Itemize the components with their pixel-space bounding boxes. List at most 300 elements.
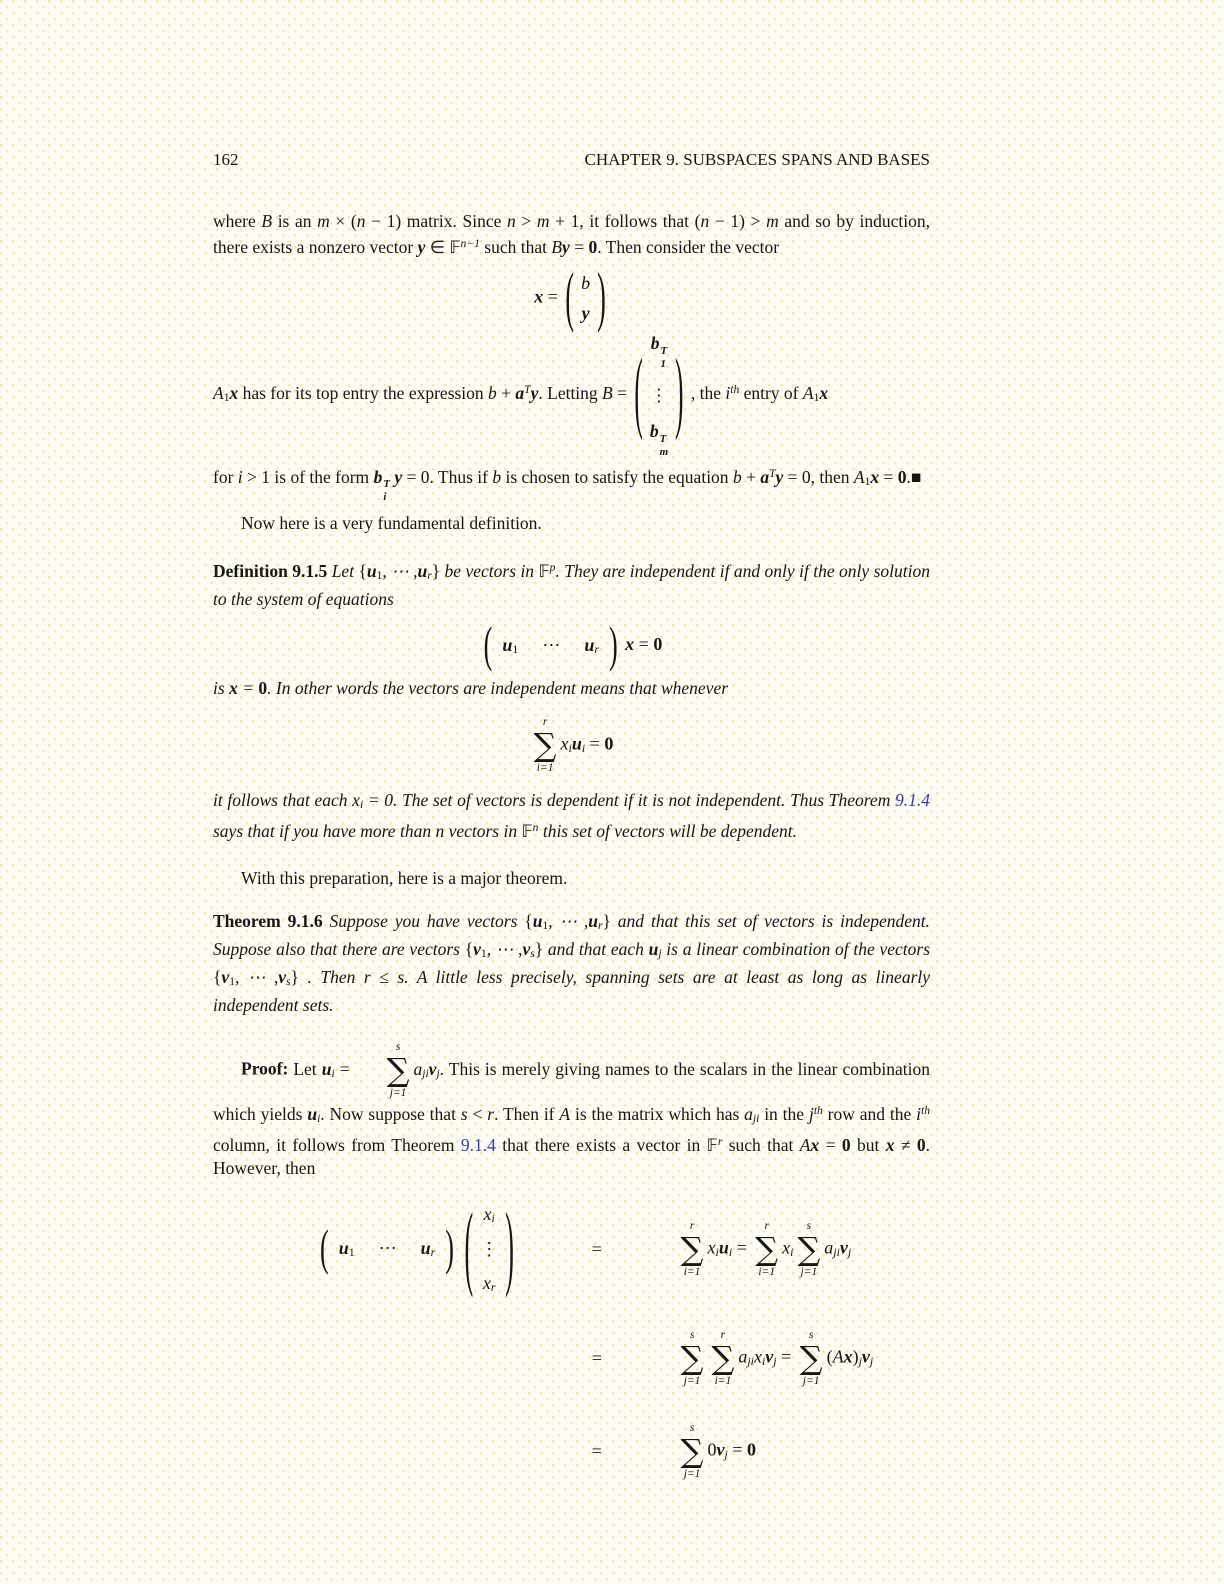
column-vector-x bbox=[464, 1195, 514, 1300]
text-run: = bbox=[819, 1134, 842, 1155]
text-run: where bbox=[213, 211, 262, 231]
text-run: it follows that each bbox=[213, 790, 353, 811]
text-run: > 1 is of the form bbox=[242, 466, 374, 487]
text-run: m bbox=[766, 211, 779, 231]
text-run: . Letting bbox=[538, 383, 603, 404]
text-run: 0 bbox=[916, 1134, 926, 1155]
text-run: u bbox=[417, 560, 428, 581]
text-run: i bbox=[715, 1244, 719, 1259]
page-header bbox=[213, 150, 930, 170]
text-run: Proof: bbox=[241, 1058, 289, 1079]
text-run: x bbox=[483, 1203, 492, 1224]
text-run: r bbox=[598, 920, 603, 933]
text-run: . They are independent if and only if the only solution to the system of equations bbox=[213, 560, 930, 609]
equals-sign: = bbox=[591, 1348, 602, 1369]
right-paren: ) bbox=[675, 342, 684, 444]
text-run: i bbox=[237, 466, 243, 487]
equals-sign: = bbox=[591, 1239, 602, 1260]
page-content bbox=[213, 150, 930, 1481]
vector-entry bbox=[502, 635, 518, 657]
text-run: ji bbox=[747, 1353, 754, 1368]
text-run: , ⋯ , bbox=[234, 967, 279, 988]
text-run: + bbox=[496, 383, 516, 404]
text-run: y bbox=[581, 302, 590, 323]
sum-operator: s ∑ j=1 bbox=[680, 1329, 704, 1387]
text-run: u bbox=[338, 1238, 349, 1259]
right-paren: ) bbox=[445, 1220, 454, 1277]
proof-body bbox=[213, 1041, 931, 1178]
proof-paragraph bbox=[213, 1041, 930, 1180]
text-run: T m bbox=[659, 432, 669, 458]
text-run: u bbox=[502, 634, 513, 655]
text-run: 𝔽 bbox=[449, 237, 461, 257]
text-run: x bbox=[352, 790, 360, 811]
text-run: v bbox=[765, 1346, 774, 1367]
paragraph-matrix-B bbox=[213, 332, 930, 459]
text-run: . Then bbox=[307, 967, 364, 988]
text-run: r bbox=[427, 570, 432, 582]
text-run: j bbox=[847, 1244, 852, 1259]
text-run: ( bbox=[826, 1346, 833, 1367]
text-run: is bbox=[213, 678, 230, 699]
matrix-B bbox=[634, 332, 683, 459]
text-run: A bbox=[832, 1346, 844, 1367]
text-run: B bbox=[602, 383, 613, 404]
text-run: column, it follows from Theorem bbox=[213, 1134, 461, 1155]
text-before-matrix bbox=[213, 383, 627, 403]
text-run: x bbox=[753, 1346, 762, 1367]
text-run: = bbox=[776, 1346, 796, 1367]
text-run: is the matrix which has bbox=[570, 1104, 745, 1125]
vector-entry bbox=[581, 273, 590, 294]
text-run: v bbox=[428, 1058, 437, 1079]
text-run: m bbox=[536, 211, 550, 231]
text-run: x bbox=[782, 1237, 791, 1258]
text-run: v bbox=[473, 939, 481, 960]
text-run: = bbox=[334, 1058, 355, 1079]
text-run: B bbox=[261, 211, 273, 231]
text-run: j bbox=[773, 1353, 777, 1368]
text-run: < bbox=[467, 1104, 488, 1125]
text-run: i bbox=[331, 1067, 335, 1080]
text-run: . Then if bbox=[494, 1104, 560, 1125]
text-run: 1 bbox=[348, 1245, 355, 1260]
text-run: x bbox=[810, 1134, 820, 1155]
text-run: . Then consider the vector bbox=[597, 236, 780, 257]
text-run: 1 bbox=[480, 948, 487, 961]
sum-operator: s ∑ j=1 bbox=[799, 1329, 823, 1387]
aligned-rhs-row3 bbox=[677, 1422, 756, 1481]
text-run: n bbox=[356, 211, 366, 231]
text-run: th bbox=[730, 384, 740, 397]
paragraph-intro bbox=[213, 210, 930, 259]
aligned-lhs-row1 bbox=[317, 1195, 517, 1300]
aligned-rhs-row2 bbox=[677, 1329, 874, 1388]
text-run: is chosen to satisfy the equation bbox=[501, 466, 733, 487]
text-run: + bbox=[741, 466, 761, 487]
text-run: } bbox=[534, 939, 544, 960]
text-run: i bbox=[728, 1244, 733, 1259]
row-vector-u bbox=[320, 1220, 454, 1277]
text-run: ⋮ bbox=[650, 384, 668, 405]
text-run: , the bbox=[690, 383, 726, 404]
text-run: j bbox=[808, 1104, 814, 1125]
text-run: . Now suppose that bbox=[320, 1104, 461, 1125]
theorem-9-1-6 bbox=[213, 910, 930, 1017]
text-run: − 1) > bbox=[709, 211, 767, 231]
text-run: j bbox=[724, 1447, 728, 1461]
text-run: x bbox=[843, 1346, 853, 1367]
equals-sign: = bbox=[591, 1441, 602, 1462]
paragraph-is-x-zero bbox=[213, 677, 930, 700]
text-run: r bbox=[594, 642, 599, 657]
text-run: j bbox=[436, 1067, 440, 1080]
row-vector-u bbox=[483, 617, 618, 673]
text-run: x bbox=[707, 1237, 716, 1258]
text-run: = bbox=[634, 634, 654, 655]
text-run: 1 bbox=[864, 475, 871, 488]
text-run: A bbox=[802, 383, 814, 404]
text-run: a bbox=[515, 383, 525, 404]
text-run: u bbox=[532, 911, 543, 931]
sum-operator: r ∑ i=1 bbox=[711, 1329, 735, 1387]
text-run: ⋯ bbox=[378, 1238, 397, 1259]
text-run: entry of bbox=[739, 383, 803, 404]
text-run: { bbox=[213, 967, 222, 988]
cdots bbox=[379, 1238, 397, 1259]
text-run: T bbox=[524, 384, 531, 397]
vdots bbox=[480, 1239, 498, 1260]
sum-operator: s ∑ j=1 bbox=[680, 1422, 704, 1481]
vector-entry bbox=[339, 1238, 355, 1260]
text-run: = 0. Thus if bbox=[402, 466, 493, 487]
text-run: s bbox=[397, 967, 405, 988]
definition-label bbox=[213, 561, 327, 581]
left-paren: ( bbox=[464, 1195, 474, 1300]
text-run: 𝔽 bbox=[521, 822, 533, 841]
vector-entry bbox=[582, 303, 590, 324]
left-paren: ( bbox=[634, 342, 643, 444]
text-run: T i bbox=[383, 478, 390, 504]
paragraph-dependent bbox=[213, 789, 930, 843]
text-run: i bbox=[761, 1353, 766, 1368]
text-run: 0 bbox=[258, 678, 268, 699]
text-run: a bbox=[760, 466, 770, 487]
text-run: v bbox=[522, 939, 531, 960]
equation-rhs bbox=[625, 634, 662, 654]
text-run: x bbox=[819, 383, 829, 404]
sum-operator: r ∑ i=1 bbox=[755, 1220, 779, 1278]
sum-operator: r ∑ i=1 bbox=[680, 1220, 704, 1278]
text-run: , ⋯ , bbox=[486, 939, 523, 960]
text-run: m bbox=[317, 211, 330, 231]
matrix-row bbox=[651, 332, 667, 371]
text-run: . However, then bbox=[213, 1134, 930, 1178]
text-run: and that each bbox=[543, 939, 649, 960]
text-run: in the bbox=[759, 1104, 809, 1125]
text-run: { bbox=[464, 939, 474, 960]
text-run: 0 bbox=[746, 1439, 756, 1460]
text-run: } bbox=[431, 560, 441, 581]
text-run: . This is merely giving names to the scalars in the linear combination which yields bbox=[213, 1058, 930, 1125]
text-run: n bbox=[532, 822, 539, 835]
text-run: b bbox=[581, 272, 591, 293]
text-run: x bbox=[870, 466, 880, 487]
text-run: b bbox=[373, 466, 383, 487]
text-after-matrix bbox=[691, 383, 828, 403]
text-run: 0 bbox=[588, 236, 598, 257]
text-run: u bbox=[420, 1238, 431, 1259]
text-run: a bbox=[744, 1104, 753, 1125]
text-run: u bbox=[307, 1104, 318, 1125]
theorem-label bbox=[213, 911, 323, 931]
right-paren: ) bbox=[505, 1195, 514, 1300]
text-run: , ⋯ , bbox=[382, 560, 418, 581]
text-run: = bbox=[237, 678, 259, 699]
text-run: s bbox=[530, 948, 535, 961]
text-run: u bbox=[366, 560, 377, 581]
sum-operator: s ∑ j=1 bbox=[797, 1220, 821, 1278]
vector-entry bbox=[584, 635, 599, 657]
text-run: i bbox=[581, 740, 586, 755]
paragraph-fundamental-definition bbox=[213, 512, 930, 535]
text-run: i bbox=[916, 1104, 922, 1125]
text-run: i bbox=[568, 740, 572, 755]
text-run: i bbox=[725, 383, 731, 404]
text-run: and so by induction, there exists a nonzero vector bbox=[213, 211, 930, 257]
definition-9-1-5 bbox=[213, 557, 930, 611]
text-run: T bbox=[769, 467, 776, 480]
text-run: v bbox=[861, 1346, 870, 1367]
text-run: such that bbox=[479, 236, 552, 257]
text-run: = bbox=[612, 383, 627, 404]
sum-operator: r ∑ i=1 bbox=[533, 716, 557, 774]
text-run: b bbox=[732, 466, 742, 487]
text-run: Theorem 9.1.6 bbox=[213, 911, 323, 931]
text-run: ≠ bbox=[894, 1134, 917, 1155]
text-run: 1 bbox=[376, 570, 383, 582]
text-run: { bbox=[358, 560, 367, 581]
text-run: 1 bbox=[542, 920, 549, 933]
text-run: u bbox=[588, 911, 598, 931]
text-run: + 1, it follows that ( bbox=[549, 211, 701, 231]
text-run: = bbox=[727, 1439, 747, 1460]
text-run: but bbox=[850, 1134, 886, 1155]
vector-entry bbox=[484, 1204, 495, 1226]
text-run: Let bbox=[288, 1058, 322, 1079]
text-run: this set of vectors will be dependent. bbox=[538, 821, 798, 841]
text-run: r bbox=[430, 1245, 436, 1260]
text-run: n bbox=[435, 821, 445, 841]
vector-entry bbox=[421, 1238, 436, 1260]
text-run: b bbox=[650, 332, 660, 353]
text-run: x bbox=[229, 383, 239, 404]
text-run: v bbox=[278, 967, 287, 988]
text-run: = bbox=[732, 1237, 752, 1258]
text-run: = bbox=[585, 733, 605, 754]
text-run: .■ bbox=[906, 466, 922, 487]
sum-operator: s ∑ j=1 bbox=[386, 1041, 410, 1100]
text-run: b bbox=[492, 466, 502, 487]
text-run: ⋮ bbox=[480, 1239, 499, 1260]
text-run: n bbox=[506, 211, 516, 231]
equation-sum-xu bbox=[213, 716, 930, 775]
text-run: says that if you have more than bbox=[213, 821, 436, 841]
text-run: Suppose you have vectors bbox=[322, 911, 525, 931]
text-run: i bbox=[359, 799, 364, 812]
text-run: r bbox=[490, 1280, 496, 1295]
text-run: 1 bbox=[229, 976, 235, 989]
text-run: > bbox=[515, 211, 537, 231]
text-run: be vectors in bbox=[440, 560, 539, 581]
text-run: u bbox=[571, 733, 582, 754]
equation-lhs bbox=[534, 286, 558, 306]
theorem-ref-link[interactable]: 9.1.4 bbox=[460, 1134, 496, 1155]
theorem-ref-link[interactable]: 9.1.4 bbox=[894, 790, 930, 811]
text-run: , ⋯ , bbox=[548, 911, 589, 931]
text-run: = 0, then bbox=[783, 466, 854, 487]
text-run: p bbox=[549, 562, 556, 575]
aligned-rhs-row1 bbox=[677, 1220, 852, 1279]
text-run: 0 bbox=[707, 1439, 717, 1460]
text-run: y bbox=[530, 383, 539, 404]
text-run: is an bbox=[272, 211, 318, 231]
text-run: x bbox=[885, 1134, 895, 1155]
text-run: x bbox=[560, 733, 569, 754]
text-run: u bbox=[718, 1237, 729, 1258]
text-run: 0 bbox=[897, 466, 907, 487]
text-run: i bbox=[317, 1113, 321, 1126]
text-run: i bbox=[491, 1211, 495, 1226]
column-vector-b-y bbox=[565, 259, 606, 334]
text-run: i bbox=[790, 1244, 794, 1259]
text-run: x bbox=[625, 634, 635, 655]
right-paren: ) bbox=[608, 617, 618, 673]
text-run: s bbox=[460, 1104, 468, 1125]
text-run: r bbox=[717, 1136, 723, 1149]
text-run: ji bbox=[422, 1067, 429, 1080]
text-run: Let bbox=[327, 560, 359, 581]
text-run: 0 bbox=[841, 1134, 851, 1155]
text-run: y bbox=[417, 236, 426, 257]
text-run: a bbox=[738, 1346, 748, 1367]
text-run: v bbox=[716, 1439, 725, 1460]
text-run: A bbox=[559, 1104, 571, 1125]
text-run: − 1) matrix. Since bbox=[365, 211, 507, 231]
text-run: j bbox=[658, 948, 662, 961]
aligned-equations bbox=[317, 1195, 930, 1481]
text-run: Definition 9.1.5 bbox=[213, 560, 328, 581]
text-run: = bbox=[543, 286, 558, 307]
equation-x-vector bbox=[213, 259, 930, 334]
text-run: x bbox=[482, 1273, 491, 1294]
text-run: r bbox=[487, 1104, 495, 1125]
text-run: a bbox=[413, 1058, 423, 1079]
text-run: 1 bbox=[223, 392, 230, 405]
text-run: u bbox=[321, 1058, 332, 1079]
text-run: and that this set of vectors is independent. Suppose also that there are vectors bbox=[213, 911, 931, 960]
right-paren: ) bbox=[597, 259, 606, 334]
text-run: 1 bbox=[813, 392, 820, 405]
text-run: . In other words the vectors are independent means that whenever bbox=[267, 678, 729, 699]
left-paren: ( bbox=[320, 1220, 329, 1277]
matrix-row bbox=[650, 420, 668, 459]
text-run: v bbox=[221, 967, 230, 988]
text-run: ji bbox=[833, 1244, 840, 1259]
text-run: { bbox=[524, 911, 533, 931]
text-run: B bbox=[551, 236, 563, 257]
text-run: row and the bbox=[822, 1104, 917, 1125]
text-run: u bbox=[584, 634, 595, 655]
text-run: y bbox=[394, 466, 403, 487]
text-run: that there exists a vector in bbox=[495, 1134, 707, 1155]
vdots bbox=[650, 384, 668, 407]
text-run: for bbox=[213, 466, 238, 487]
text-run: ji bbox=[752, 1113, 760, 1126]
text-run: With this preparation, here is a major theorem. bbox=[241, 868, 568, 888]
text-run: y bbox=[562, 236, 570, 257]
page-number: 162 bbox=[213, 150, 239, 169]
text-run: th bbox=[921, 1105, 931, 1118]
text-run: y bbox=[775, 466, 784, 487]
paragraph-proof-end bbox=[213, 463, 930, 505]
text-run: Now here is a very fundamental definition. bbox=[241, 513, 542, 534]
equation-row-vector bbox=[213, 617, 930, 673]
text-run: ⋯ bbox=[542, 634, 561, 655]
proof-label bbox=[241, 1059, 288, 1079]
text-run: b bbox=[649, 420, 659, 441]
text-run: u bbox=[648, 939, 659, 960]
text-run: x bbox=[229, 678, 238, 699]
paragraph-major-theorem bbox=[213, 867, 930, 890]
text-run: ≤ bbox=[370, 967, 398, 988]
left-paren: ( bbox=[565, 259, 575, 334]
text-run: ∈ bbox=[425, 236, 450, 257]
text-run: n−1 bbox=[460, 238, 480, 250]
text-run: th bbox=[813, 1105, 823, 1118]
text-run: A bbox=[853, 466, 865, 487]
text-run: A bbox=[799, 1134, 811, 1155]
text-run: . A little less precisely, spanning sets are at least as long as linearly independent sets. bbox=[213, 967, 931, 1016]
text-run: j bbox=[869, 1353, 874, 1368]
text-run: 0 bbox=[604, 733, 614, 754]
text-run: r bbox=[363, 967, 371, 988]
text-run: x bbox=[534, 286, 544, 307]
left-paren: ( bbox=[483, 617, 493, 673]
text-run: T 1 bbox=[660, 344, 668, 370]
text-run: v bbox=[839, 1237, 848, 1258]
text-run: ) bbox=[852, 1346, 859, 1367]
text-run: a bbox=[824, 1237, 834, 1258]
text-run: = bbox=[879, 466, 898, 487]
text-run: } bbox=[602, 911, 611, 931]
text-run: × ( bbox=[329, 211, 357, 231]
text-run: A bbox=[213, 383, 224, 404]
text-run: vectors in bbox=[444, 821, 522, 841]
vector-entry bbox=[483, 1273, 496, 1295]
text-run: = 0. The set of vectors is dependent if it is not independent. Thus Theorem bbox=[363, 790, 895, 811]
text-run: b bbox=[488, 383, 497, 404]
cdots bbox=[542, 635, 560, 656]
chapter-header: CHAPTER 9. SUBSPACES SPANS AND BASES bbox=[584, 150, 930, 169]
text-run: 1 bbox=[512, 642, 519, 657]
text-run: j bbox=[858, 1353, 862, 1368]
text-run: such that bbox=[722, 1134, 800, 1155]
text-run: = bbox=[569, 236, 589, 257]
text-run: 0 bbox=[653, 634, 663, 655]
text-run: has for its top entry the expression bbox=[238, 383, 489, 404]
text-run: 𝔽 bbox=[706, 1135, 718, 1155]
